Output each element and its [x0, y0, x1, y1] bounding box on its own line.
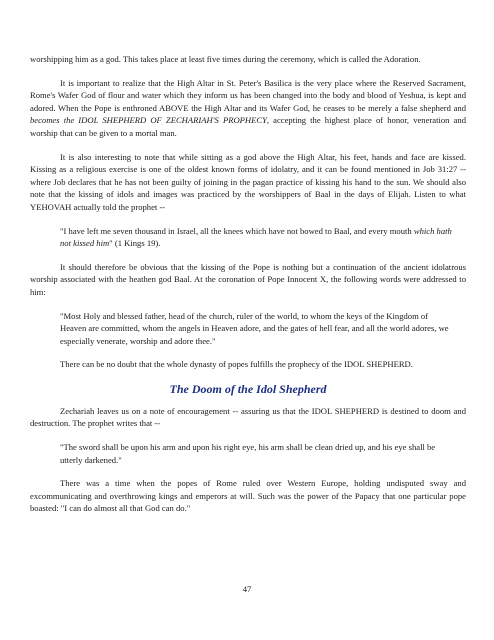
- section-heading: The Doom of the Idol Shepherd: [169, 381, 327, 396]
- block-quote: "The sword shall be upon his arm and upon his right eye, his arm shall be clean dried up, and his eye shall be utterly darkened.": [60, 442, 436, 465]
- paragraph: It should therefore be obvious that the kissing of the Pope is nothing but a continuation of the ancient idolatrous worship associated with the heathen god Baal. At the coronation of Pope Innocent X, the following words were addressed to him:: [30, 261, 466, 297]
- page-number: 47: [242, 584, 252, 594]
- paragraph: Zechariah leaves us on a note of encouragement -- assuring us that the IDOL SHEPHERD is destined to doom and destruction. The prophet writes that --: [30, 405, 466, 429]
- text-run: , accepting the highest place of honor, veneration and worship that can be given to a mortal man.: [30, 115, 466, 138]
- text-run: It is important to realize that the High Altar in St. Peter's Basilica is the very place where the Reserved Sacrament, Rome's Wafer God of flour and water which they inform us has been changed into the body and blood of Yeshua, is kept and adored. When the Pope is enthroned ABOVE the High Altar and its Wafer God, he ceases to be merely a false shepherd and: [30, 77, 466, 113]
- italic-text: becomes the IDOL SHEPHERD OF ZECHARIAH'S PROPHECY: [30, 115, 267, 126]
- text-run: "I have left me seven thousand in Israel, all the knees which have not bowed to Baal, and every mouth: [60, 225, 414, 236]
- paragraph: [30, 77, 466, 140]
- italic-text: which hath not kissed him: [60, 225, 452, 249]
- text-run: " (1 Kings 19).: [109, 238, 161, 249]
- paragraph: There can be no doubt that the whole dynasty of popes fulfills the prophecy of the IDOL SHEPHERD.: [60, 359, 413, 370]
- paragraph: worshipping him as a god. This takes place at least five times during the ceremony, which is called the Adoration.: [30, 54, 421, 64]
- paragraph: There was a time when the popes of Rome ruled over Western Europe, holding undisputed sway and excommunicating and overthrowing kings and emperors at will. Such was the power of the Papacy that one particular pope boasted: "I can do almost all that God can do.": [30, 478, 466, 514]
- page-body: [30, 53, 466, 526]
- block-quote: "Most Holy and blessed father, head of the church, ruler of the world, to whom the keys of the Kingdom of Heaven are committed, whom the angels in Heaven adore, and the gates of hell fear, and all the world adores, we especially venerate, worship and adore thee.": [60, 310, 449, 346]
- paragraph: It is also interesting to note that while sitting as a god above the High Altar, his feet, hands and face are kissed. Kissing as a religious exercise is one of the oldest known forms of idolatry, and it can be found mentioned in Job 31:27 -- where Job declares that he has not been guilty of joining in the pagan practice of kissing his hand to the sun. We should also note that the kissing of idols and images was practiced by the worshippers of Baal in the days of Elijah. Listen to what YEHOVAH actually told the prophet --: [30, 151, 466, 212]
- block-quote: [60, 225, 452, 250]
